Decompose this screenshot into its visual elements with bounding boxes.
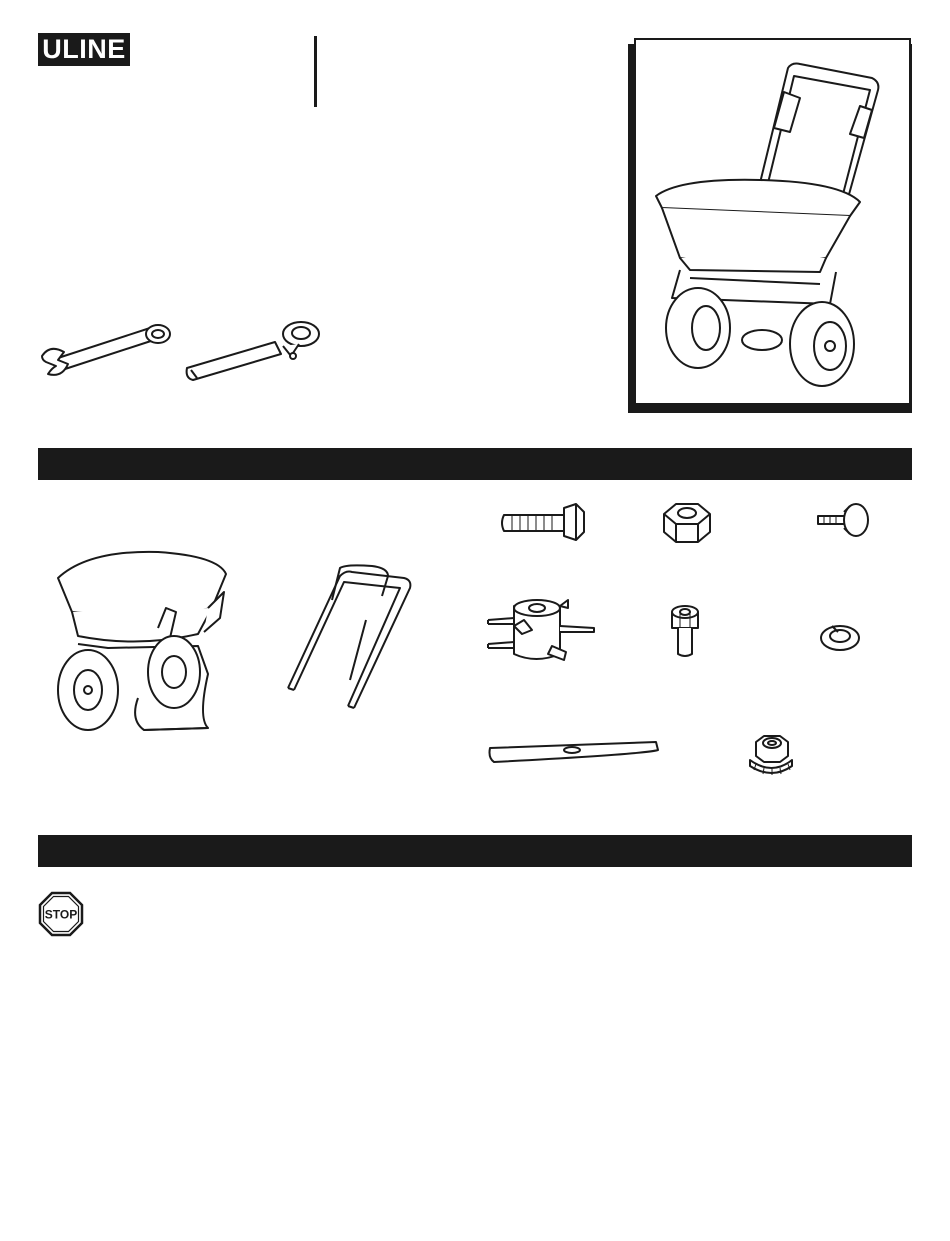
assembly-section-bar [38,835,912,867]
hex-nut-icon [660,502,714,544]
parts-section-bar [38,448,912,480]
wrench-icon [38,318,173,384]
spreader-hopper-frame-icon [48,548,230,740]
thumb-screw-icon [816,502,870,540]
assembly-section-title [38,842,50,859]
spacer-sleeve-icon [668,604,702,658]
hex-bolt-icon [498,502,584,542]
stop-sign-label: STOP [44,907,78,922]
agitator-icon [484,598,598,668]
flange-lock-nut-icon [748,734,794,774]
ratchet-icon [183,318,328,384]
stop-sign-icon [38,891,84,937]
flat-bar-icon [486,740,660,764]
lock-washer-icon [818,622,862,652]
handle-assembly-icon [282,560,422,718]
broadcast-spreader-icon [650,58,865,388]
uline-logo: ULINE [38,33,130,66]
header-divider [314,36,317,107]
parts-section-title [38,455,50,472]
